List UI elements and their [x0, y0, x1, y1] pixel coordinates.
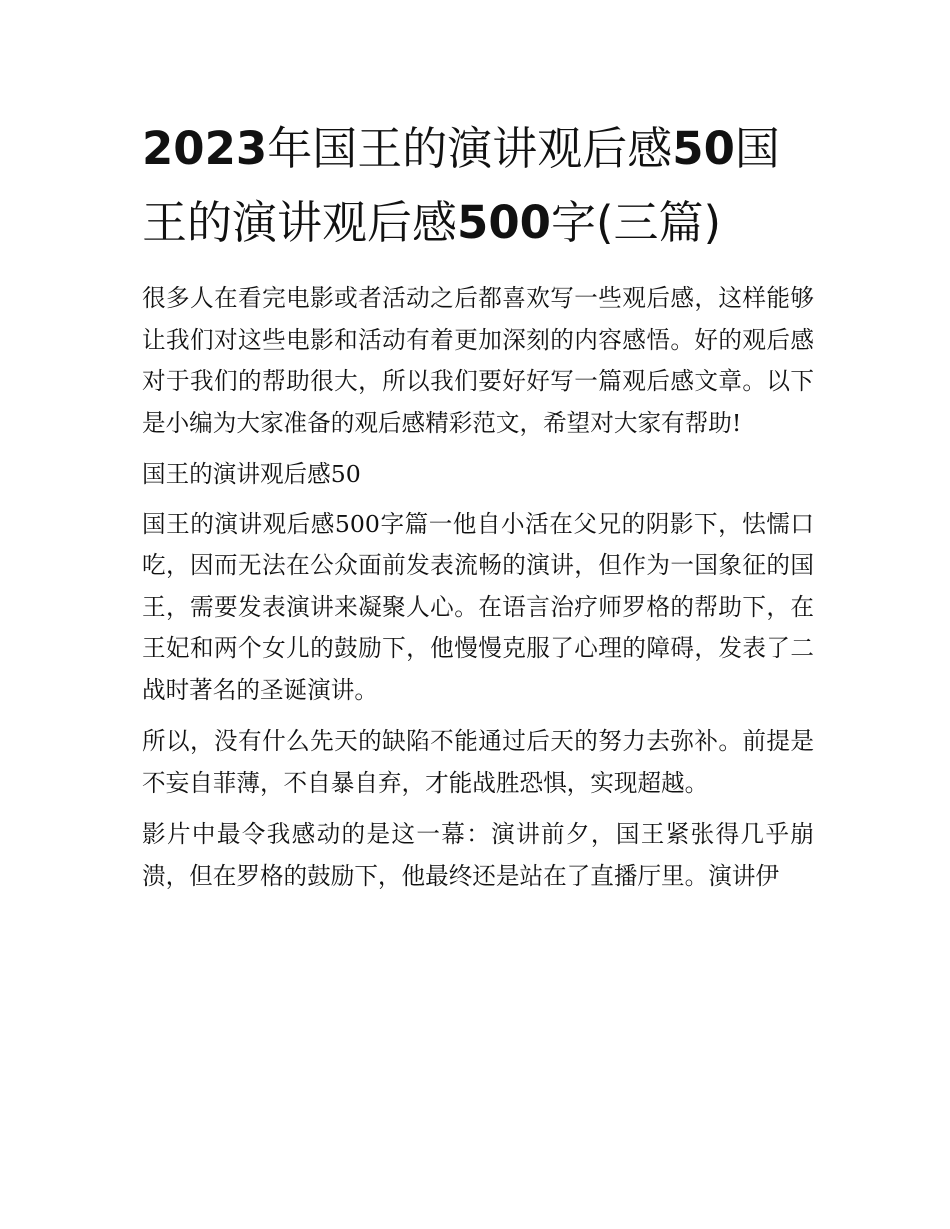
intro-paragraph: 很多人在看完电影或者活动之后都喜欢写一些观后感，这样能够让我们对这些电影和活动有着更加深刻的内容感悟。好的观后感对于我们的帮助很大，所以我们要好好写一篇观后感文章。以下是小编为大家准备的观后感精彩范文，希望对大家有帮助! [142, 284, 814, 437]
essay-paragraph-2: 所以，没有什么先天的缺陷不能通过后天的努力去弥补。前提是不妄自菲薄，不自暴自弃，才能战胜恐惧，实现超越。 [142, 727, 814, 797]
document-body [142, 278, 814, 897]
essay-paragraph-1: 国王的演讲观后感500字篇一他自小活在父兄的阴影下，怯懦口吃，因而无法在公众面前发表流畅的演讲，但作为一国象征的国王，需要发表演讲来凝聚人心。在语言治疗师罗格的帮助下，在王妃和两个女儿的鼓励下，他慢慢克服了心理的障碍，发表了二战时著名的圣诞演讲。 [142, 509, 814, 704]
document-page [142, 112, 814, 907]
essay-paragraph-3: 影片中最令我感动的是这一幕：演讲前夕，国王紧张得几乎崩溃，但在罗格的鼓励下，他最终还是站在了直播厅里。演讲伊 [142, 820, 814, 890]
section-heading: 国王的演讲观后感50 [142, 460, 361, 488]
document-title: 2023年国王的演讲观后感50国王的演讲观后感500字(三篇) [142, 122, 780, 249]
